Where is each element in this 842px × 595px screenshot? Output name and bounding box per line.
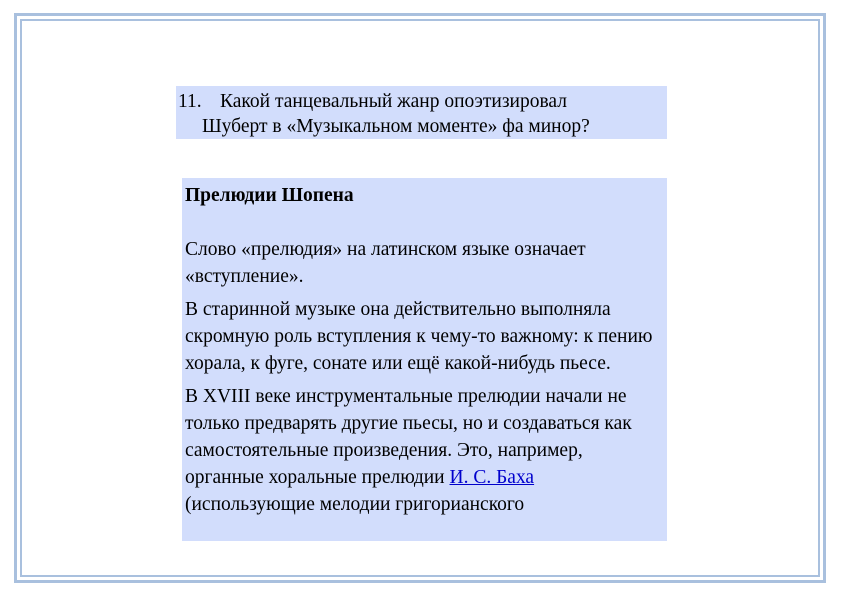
article-paragraph-1: Слово «прелюдия» на латинском языке означает «вступление». (185, 239, 586, 287)
question-line-2: Шуберт в «Музыкальном моменте» фа минор? (202, 116, 590, 137)
article-paragraph-3 (185, 383, 661, 518)
bach-link[interactable]: И. С. Баха (449, 467, 535, 488)
question-number: 11. (178, 91, 202, 112)
question-line-1: Какой танцевальный жанр опоэтизировал (220, 91, 567, 112)
article-paragraph-2: В старинной музыке она действительно выполняла скромную роль вступления к чему-то важному: к пению хорала, к фуге, сонате или ещё какой-нибудь пьесе. (185, 299, 653, 374)
question-box (176, 86, 667, 139)
article-title: Прелюдии Шопена (185, 185, 354, 206)
paragraph-3-text: В XVIII веке инструментальные прелюдии начали не только предварять другие пьесы, но и создаваться как самостоятельные произведения. Это, например, органные хоральные прелюдии (185, 386, 632, 488)
paragraph-3-tail: (использующие мелодии григорианского (185, 494, 525, 515)
article-panel (182, 178, 667, 541)
